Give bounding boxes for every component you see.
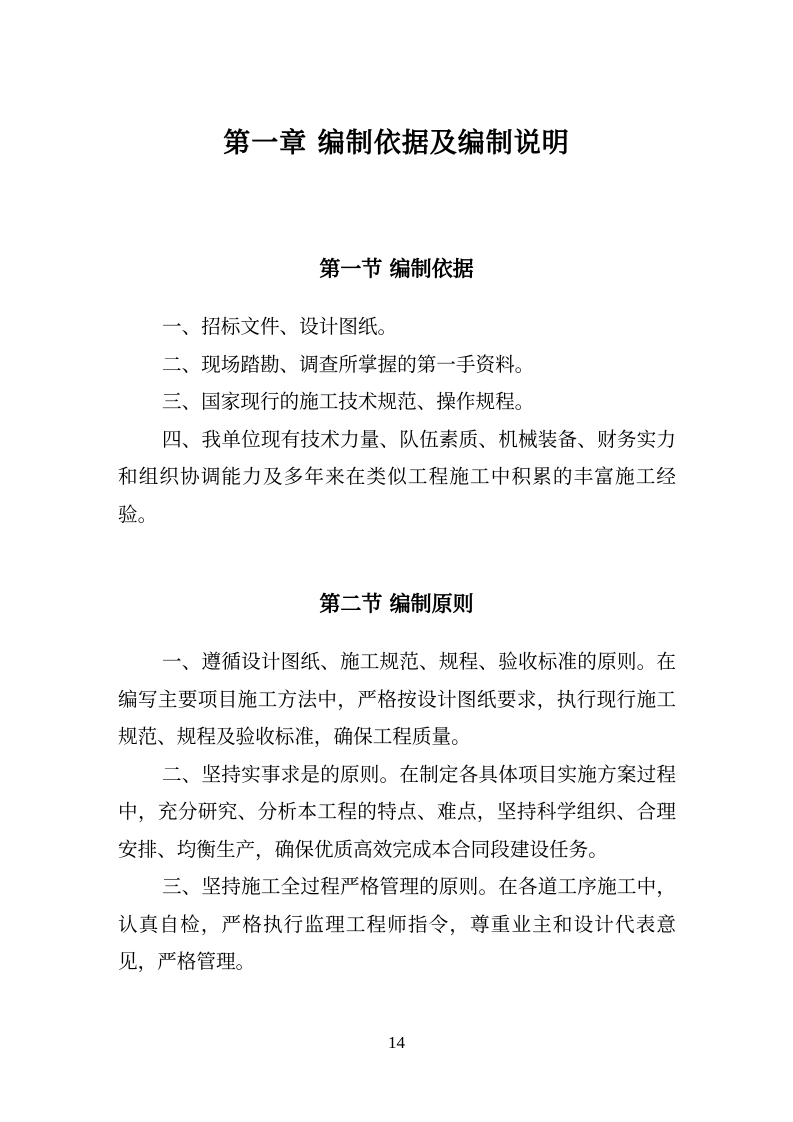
section-title-basis: 第一节 编制依据 <box>319 257 474 281</box>
page-number: 14 <box>388 1033 405 1052</box>
chapter-title: 第一章 编制依据及编制说明 <box>223 128 570 159</box>
paragraph: 一、招标文件、设计图纸。 <box>162 315 398 338</box>
paragraph: 三、坚持施工全过程严格管理的原则。在各道工序施工中，认真自检，严格执行监理工程师指令，尊重业主和设计代表意见，严格管理。 <box>118 875 676 973</box>
paragraph: 四、我单位现有技术力量、队伍素质、机械装备、财务实力和组织协调能力及多年来在类似工程施工中积累的丰富施工经验。 <box>118 427 676 526</box>
paragraph: 三、国家现行的施工技术规范、操作规程。 <box>162 390 535 413</box>
paragraph: 二、坚持实事求是的原则。在制定各具体项目实施方案过程中，充分研究、分析本工程的特点、难点，坚持科学组织、合理安排、均衡生产，确保优质高效完成本合同段建设任务。 <box>118 762 676 861</box>
paragraph: 二、现场踏勘、调查所掌握的第一手资料。 <box>162 352 535 376</box>
section-title-principles: 第二节 编制原则 <box>319 592 474 616</box>
section-body-basis <box>118 308 676 533</box>
section-body-principles <box>118 643 676 981</box>
paragraph: 一、遵循设计图纸、施工规范、规程、验收标准的原则。在编写主要项目施工方法中，严格按设计图纸要求，执行现行施工规范、规程及验收标准，确保工程质量。 <box>118 650 676 748</box>
